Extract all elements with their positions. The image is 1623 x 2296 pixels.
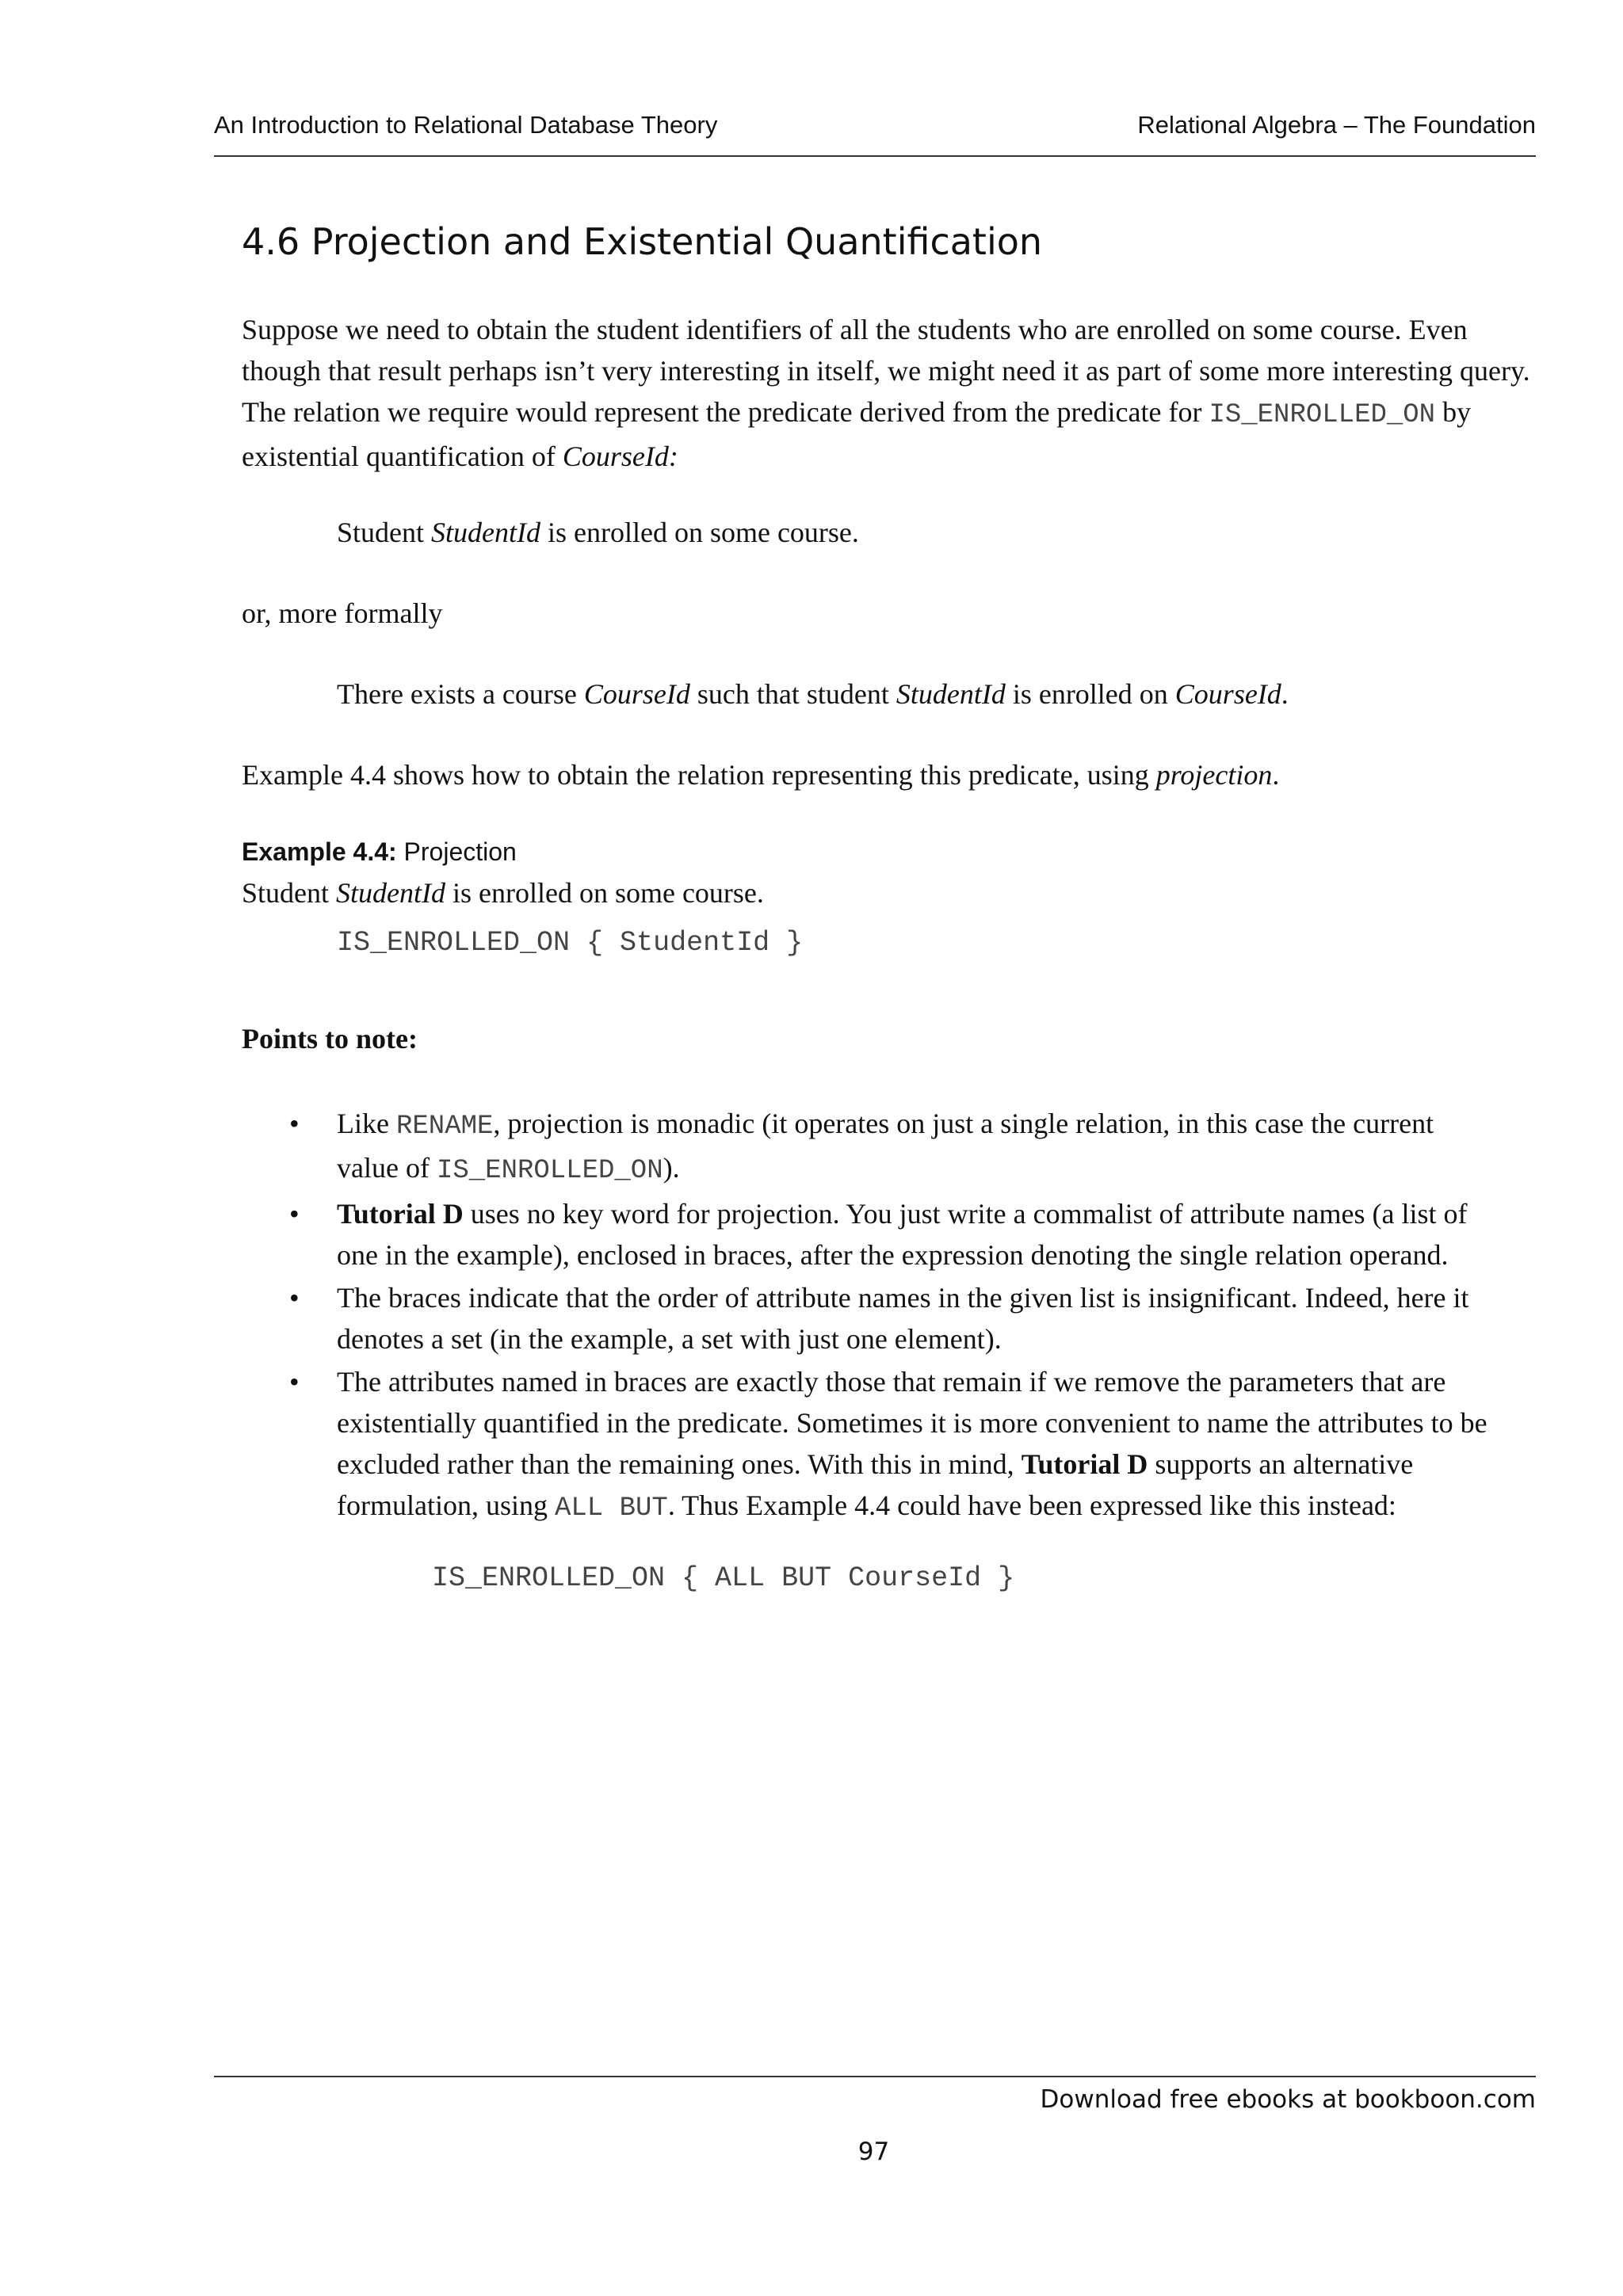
inline-code: IS_ENROLLED_ON — [1209, 400, 1436, 430]
list-item: • The braces indicate that the order of attribute names in the given list is insignificant. Indeed, here it denotes a set (in the example, a set with just one element). — [289, 1277, 1494, 1360]
points-list — [289, 1103, 1494, 1531]
example-intro-paragraph: Example 4.4 shows how to obtain the relation representing this predicate, using projection. — [242, 759, 1280, 791]
predicate-informal: Student StudentId is enrolled on some course. — [337, 517, 859, 548]
list-item: • The attributes named in braces are exactly those that remain if we remove the parameters that are existentially quantified in the predicate. Sometimes it is more convenient to name the attributes to be excluded rather than the remaining ones. With this in mind, Tutorial D supports an alternative formulation, using ALL BUT. Thus Example 4.4 could have been expressed like this instead: — [289, 1361, 1494, 1529]
header-book-title: An Introduction to Relational Database Theory — [214, 111, 718, 139]
example-predicate: Student StudentId is enrolled on some course. — [242, 877, 764, 909]
section-heading: 4.6 Projection and Existential Quantification — [242, 220, 1043, 263]
points-to-note-title: Points to note: — [242, 1023, 418, 1055]
list-item: • Like RENAME, projection is monadic (it operates on just a single relation, in this case the current value of IS_ENROLLED_ON). — [289, 1103, 1494, 1192]
example-label: Example 4.4: Projection — [242, 837, 517, 866]
page-number: 97 — [857, 2138, 890, 2166]
footer-divider — [214, 2076, 1536, 2077]
list-item: • Tutorial D uses no key word for projection. You just write a commalist of attribute names (a list of one in the example), enclosed in braces, after the expression denoting the single relation operand. — [289, 1193, 1494, 1276]
footer-link-text: Download free ebooks at bookboon.com — [1040, 2085, 1536, 2114]
intro-paragraph: Suppose we need to obtain the student identifiers of all the students who are enrolled on some course. Even though that result perhaps isn’t very interesting in itself, we might need it as part of some more interesting query. The relation we require would represent the predicate derived from the predicate for IS_ENROLLED_ON by existential quantification of CourseId: — [242, 314, 1530, 472]
running-header — [214, 111, 1536, 157]
or-formally-text: or, more formally — [242, 597, 443, 629]
alternative-code: IS_ENROLLED_ON { ALL BUT CourseId } — [432, 1562, 1015, 1594]
header-chapter-title: Relational Algebra – The Foundation — [1137, 111, 1536, 139]
example-code: IS_ENROLLED_ON { StudentId } — [337, 927, 804, 959]
predicate-formal: There exists a course CourseId such that student StudentId is enrolled on CourseId. — [337, 678, 1289, 710]
